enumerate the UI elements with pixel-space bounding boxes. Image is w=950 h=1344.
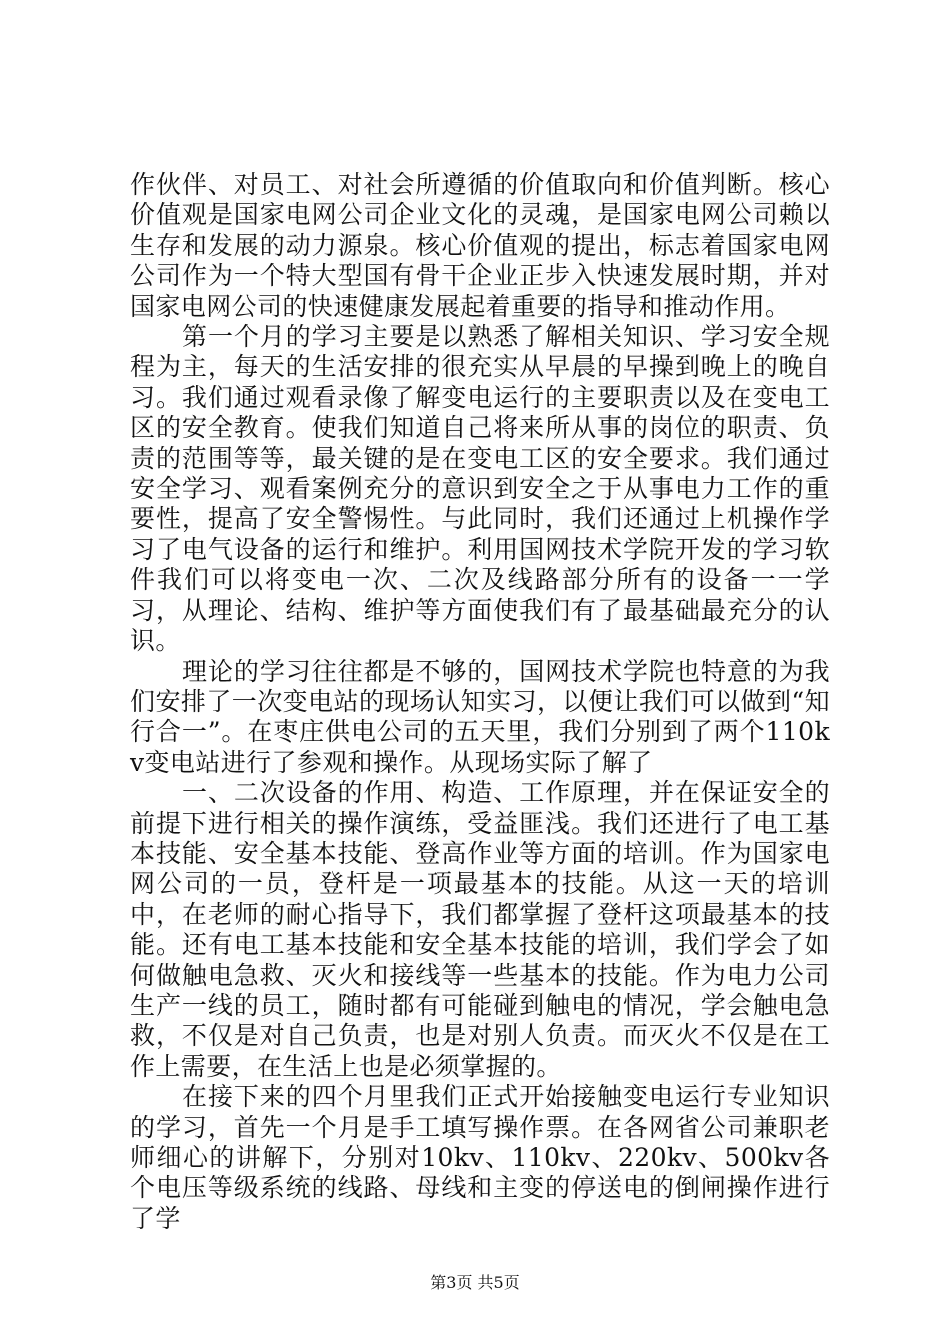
paragraph-4: 一、二次设备的作用、构造、工作原理，并在保证安全的前提下进行相关的操作演练，受益匪浅。我们还进行了电工基本技能、安全基本技能、登高作业等方面的培训。作为国家电网公司的一员，登杆是一项最基本的技能。从这一天的培训中，在老师的耐心指导下，我们都掌握了登杆这项最基本的技能。还有电工基本技能和安全基本技能的培训，我们学会了如何做触电急救、灭火和接线等一些基本的技能。作为电力公司生产一线的员工，随时都有可能碰到触电的情况，学会触电急救，不仅是对自己负责，也是对别人负责。而灭火不仅是在工作上需要，在生活上也是必须掌握的。 — [130, 778, 830, 1081]
paragraph-2: 第一个月的学习主要是以熟悉了解相关知识、学习安全规程为主，每天的生活安排的很充实从早晨的早操到晚上的晚自习。我们通过观看录像了解变电运行的主要职责以及在变电工区的安全教育。使我们知道自己将来所从事的岗位的职责、负责的范围等等，最关键的是在变电工区的安全要求。我们通过安全学习、观看案例充分的意识到安全之于从事电力工作的重要性，提高了安全警惕性。与此同时，我们还通过上机操作学习了电气设备的运行和维护。利用国网技术学院开发的学习软件我们可以将变电一次、二次及线路部分所有的设备一一学习，从理论、结构、维护等方面使我们有了最基础最充分的认识。 — [130, 322, 830, 656]
paragraph-5: 在接下来的四个月里我们正式开始接触变电运行专业知识的学习，首先一个月是手工填写操作票。在各网省公司兼职老师细心的讲解下，分别对10kv、110kv、220kv、500kv各个电压等级系统的线路、母线和主变的停送电的倒闸操作进行了学 — [130, 1082, 830, 1233]
paragraph-1: 作伙伴、对员工、对社会所遵循的价值取向和价值判断。核心价值观是国家电网公司企业文化的灵魂，是国家电网公司赖以生存和发展的动力源泉。核心价值观的提出，标志着国家电网公司作为一个特大型国有骨干企业正步入快速发展时期，并对国家电网公司的快速健康发展起着重要的指导和推动作用。 — [130, 170, 830, 321]
page-number-footer: 第3页 共5页 — [430, 1273, 520, 1292]
paragraph-3: 理论的学习往往都是不够的，国网技术学院也特意的为我们安排了一次变电站的现场认知实习，以便让我们可以做到“知行合一”。在枣庄供电公司的五天里，我们分别到了两个110kv变电站进行了参观和操作。从现场实际了解了 — [130, 656, 830, 777]
document-body — [130, 170, 830, 1234]
